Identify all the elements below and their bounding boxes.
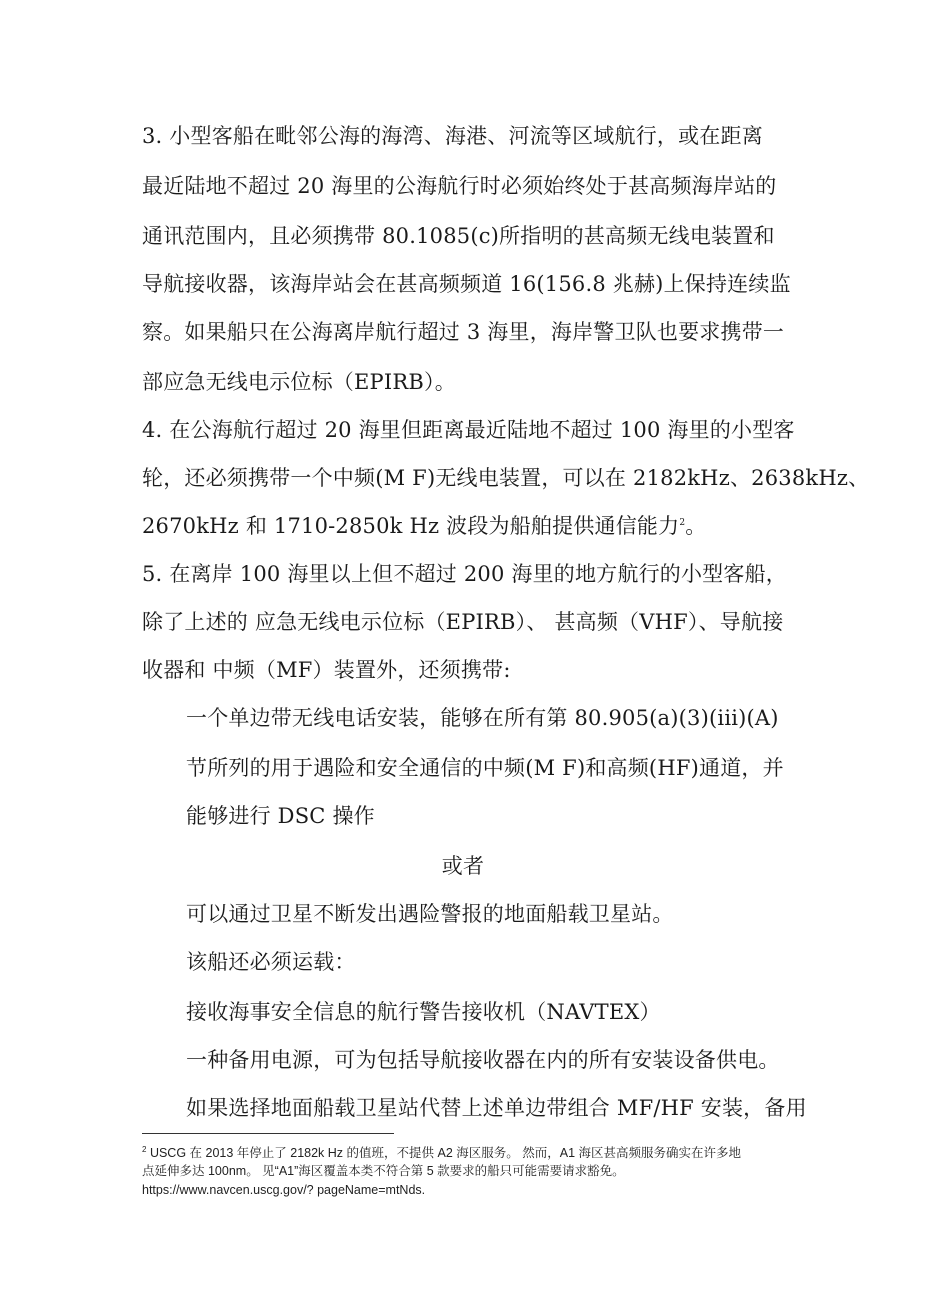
paragraph-3-line-2: 最近陆地不超过 20 海里的公海航行时必须始终处于甚高频海岸站的: [142, 174, 777, 198]
or-separator: 或者: [441, 854, 485, 878]
option-b: 可以通过卫星不断发出遇险警报的地面船载卫星站。: [186, 902, 674, 926]
paragraph-4-end-punct: 。: [685, 514, 707, 538]
paragraph-3-line-3: 通讯范围内，且必须携带 80.1085(c)所指明的甚高频无线电装置和: [142, 224, 775, 248]
option-a-line-2: 节所列的用于遇险和安全通信的中频(M F)和高频(HF)通道，并: [186, 756, 784, 780]
navtex-item: 接收海事安全信息的航行警告接收机（NAVTEX）: [186, 1000, 661, 1024]
paragraph-4-line-3-text: 2670kHz 和 1710-2850k Hz 波段为船舶提供通信能力: [142, 514, 680, 538]
continuation-line: 如果选择地面船载卫星站代替上述单边带组合 MF/HF 安装，备用: [186, 1096, 807, 1120]
paragraph-5-line-3: 收器和 中频（MF）装置外，还须携带:: [142, 658, 511, 682]
footnote-line-2: 点延伸多达 100nm。 见“A1”海区覆盖本类不符合第 5 款要求的船只可能需要请求豁免。: [142, 1164, 625, 1178]
backup-power-item: 一种备用电源，可为包括导航接收器在内的所有安装设备供电。: [186, 1048, 780, 1072]
paragraph-4-line-2: 轮，还必须携带一个中频(M F)无线电装置，可以在 2182kHz、2638kHz、: [142, 466, 870, 490]
footnote-link[interactable]: https://www.navcen.uscg.gov/? pageName=mtNds.: [142, 1183, 426, 1197]
paragraph-3-line-1: 3. 小型客船在毗邻公海的海湾、海港、河流等区域航行，或在距离: [142, 124, 763, 148]
option-a-line-3: 能够进行 DSC 操作: [186, 804, 375, 828]
option-a-line-1: 一个单边带无线电话安装，能够在所有第 80.905(a)(3)(iii)(A): [186, 706, 779, 730]
footnote-divider: [142, 1133, 394, 1134]
also-carry-heading: 该船还必须运载：: [186, 950, 356, 974]
footnote-marker: 2: [142, 1144, 147, 1154]
paragraph-4-line-3: [142, 512, 802, 540]
paragraph-5-line-1: 5. 在离岸 100 海里以上但不超过 200 海里的地方航行的小型客船，: [142, 562, 787, 586]
footnote-line-1: [142, 1144, 802, 1162]
footnote-line-1-text: USCG 在 2013 年停止了 2182k Hz 的值班，不提供 A2 海区服务。 然而，A1 海区甚高频服务确实在许多地: [149, 1146, 742, 1160]
paragraph-4-line-1: 4. 在公海航行超过 20 海里但距离最近陆地不超过 100 海里的小型客: [142, 418, 795, 442]
paragraph-5-line-2: 除了上述的 应急无线电示位标（EPIRB）、 甚高频（VHF）、导航接: [142, 610, 784, 634]
paragraph-3-line-4: 导航接收器，该海岸站会在甚高频频道 16(156.8 兆赫)上保持连续监: [142, 272, 791, 296]
paragraph-3-line-5: 察。如果船只在公海离岸航行超过 3 海里，海岸警卫队也要求携带一: [142, 320, 785, 344]
footnote-reference[interactable]: 2: [679, 518, 686, 528]
paragraph-3-line-6: 部应急无线电示位标（EPIRB）。: [142, 370, 456, 394]
